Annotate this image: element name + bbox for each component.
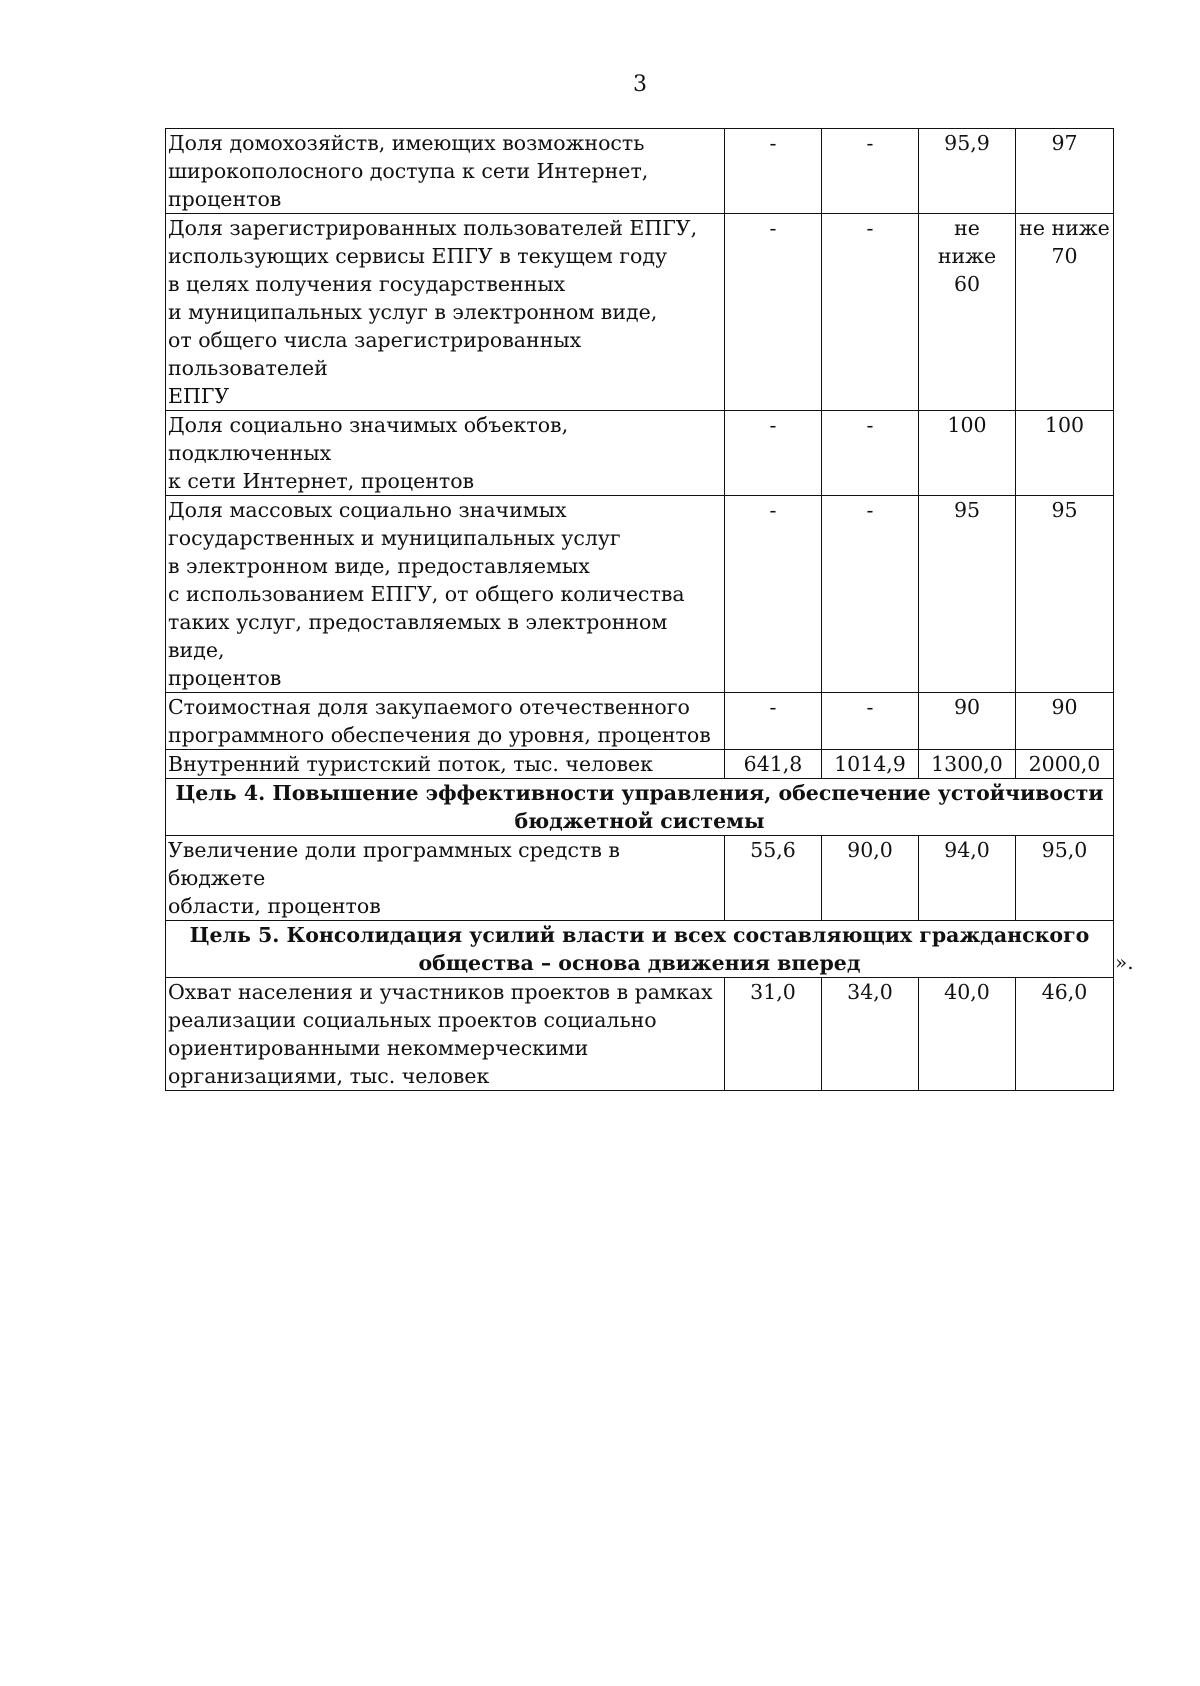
indicator-name-line: в целях получения государственных <box>168 272 566 296</box>
indicator-name-line: государственных и муниципальных услуг <box>168 526 621 550</box>
indicator-value-cell: 1014,9 <box>822 750 919 779</box>
indicator-name-line: Внутренний туристский поток, тыс. человек <box>168 752 653 776</box>
indicator-name-cell <box>166 836 725 921</box>
indicators-table-wrap <box>165 128 1114 1091</box>
indicator-name-line: ЕПГУ <box>168 384 230 408</box>
indicator-name-line: с использованием ЕПГУ, от общего количества <box>168 582 685 606</box>
indicator-value-cell: - <box>725 411 822 496</box>
indicator-name-line: процентов <box>168 187 282 211</box>
indicator-value-cell: - <box>822 693 919 750</box>
indicator-name-line: процентов <box>168 666 282 690</box>
indicator-value-cell: 55,6 <box>725 836 822 921</box>
indicator-value-cell: - <box>822 129 919 214</box>
indicator-name-cell <box>166 214 725 411</box>
table-row <box>166 836 1114 921</box>
indicator-name-line: Увеличение доли программных средств в бюджете <box>168 838 620 890</box>
indicator-value-cell: 95 <box>919 496 1016 693</box>
page-number: 3 <box>633 72 647 97</box>
indicator-name-line: области, процентов <box>168 894 381 918</box>
indicator-name-line: Доля зарегистрированных пользователей ЕПГУ, <box>168 216 698 240</box>
indicator-value-cell: не ниже 60 <box>919 214 1016 411</box>
indicator-name-line: от общего числа зарегистрированных пользователей <box>168 328 582 380</box>
indicator-name-line: широкополосного доступа к сети Интернет, <box>168 159 649 183</box>
indicator-name-cell <box>166 129 725 214</box>
indicator-name-line: ориентированными некоммерческими <box>168 1036 589 1060</box>
table-row <box>166 693 1114 750</box>
table-row <box>166 978 1114 1091</box>
indicator-name-line: программного обеспечения до уровня, процентов <box>168 723 711 747</box>
indicator-value-cell: 95,9 <box>919 129 1016 214</box>
indicator-value-cell: 97 <box>1016 129 1114 214</box>
indicator-value-cell: 46,0 <box>1016 978 1114 1091</box>
indicator-value-cell: - <box>725 129 822 214</box>
indicator-name-line: и муниципальных услуг в электронном виде, <box>168 300 658 324</box>
indicator-value-cell: 34,0 <box>822 978 919 1091</box>
indicator-value-cell: 641,8 <box>725 750 822 779</box>
indicator-value-cell: 100 <box>1016 411 1114 496</box>
indicator-name-line: Охват населения и участников проектов в рамках <box>168 980 713 1004</box>
indicator-name-line: реализации социальных проектов социально <box>168 1008 657 1032</box>
indicator-value-cell: 2000,0 <box>1016 750 1114 779</box>
table-row <box>166 411 1114 496</box>
table-row <box>166 214 1114 411</box>
indicator-name-line: в электронном виде, предоставляемых <box>168 554 590 578</box>
indicator-name-cell <box>166 750 725 779</box>
indicator-name-line: использующих сервисы ЕПГУ в текущем году <box>168 244 668 268</box>
indicator-value-cell: - <box>822 214 919 411</box>
goal-heading: Цель 5. Консолидация усилий власти и всех составляющих гражданского общества – основа движения вперед <box>166 921 1114 978</box>
closing-quote-mark: ». <box>1115 950 1134 974</box>
indicator-value-cell: 95,0 <box>1016 836 1114 921</box>
indicators-table <box>165 128 1114 1091</box>
indicator-name-line: Доля домохозяйств, имеющих возможность <box>168 131 645 155</box>
indicator-name-line: таких услуг, предоставляемых в электронном виде, <box>168 610 668 662</box>
table-row <box>166 496 1114 693</box>
indicator-name-line: Доля массовых социально значимых <box>168 498 567 522</box>
indicator-value-cell: - <box>822 496 919 693</box>
indicator-name-line: к сети Интернет, процентов <box>168 469 475 493</box>
goal-heading: Цель 4. Повышение эффективности управления, обеспечение устойчивости бюджетной системы <box>166 779 1114 836</box>
indicator-name-cell <box>166 411 725 496</box>
indicator-name-line: организациями, тыс. человек <box>168 1064 490 1088</box>
indicator-name-line: Доля социально значимых объектов, подключенных <box>168 413 569 465</box>
indicator-name-cell <box>166 693 725 750</box>
indicator-value-cell: 31,0 <box>725 978 822 1091</box>
indicator-value-cell: - <box>725 214 822 411</box>
indicator-name-cell <box>166 978 725 1091</box>
indicator-value-cell: 90 <box>1016 693 1114 750</box>
indicator-value-cell: 90,0 <box>822 836 919 921</box>
indicator-value-cell: не ниже 70 <box>1016 214 1114 411</box>
indicator-value-cell: 40,0 <box>919 978 1016 1091</box>
indicator-value-cell: 94,0 <box>919 836 1016 921</box>
table-row <box>166 750 1114 779</box>
indicator-name-cell <box>166 496 725 693</box>
indicator-value-cell: - <box>725 496 822 693</box>
indicator-value-cell: - <box>725 693 822 750</box>
table-row <box>166 129 1114 214</box>
indicator-name-line: Стоимостная доля закупаемого отечественного <box>168 695 690 719</box>
indicator-value-cell: 1300,0 <box>919 750 1016 779</box>
indicator-value-cell: 95 <box>1016 496 1114 693</box>
goal-heading-row <box>166 921 1114 978</box>
indicator-value-cell: 100 <box>919 411 1016 496</box>
goal-heading-row <box>166 779 1114 836</box>
indicator-value-cell: - <box>822 411 919 496</box>
indicator-value-cell: 90 <box>919 693 1016 750</box>
